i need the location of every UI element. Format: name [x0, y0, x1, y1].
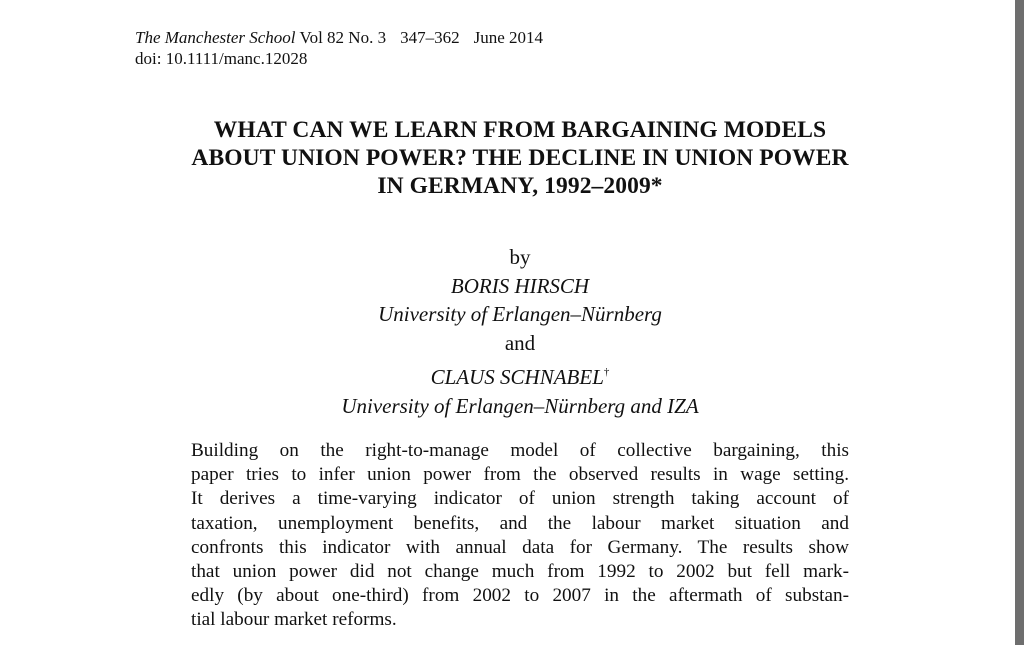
issue-date: June 2014	[473, 28, 543, 47]
author-name: BORIS HIRSCH	[450, 273, 590, 298]
abstract-line: edly (by about one-third) from 2002 to 2007 in the aftermath of substan-	[191, 585, 849, 607]
abstract	[191, 439, 849, 633]
abstract-line: confronts this indicator with annual data for Germany. The results show	[191, 536, 849, 558]
citation-line	[135, 27, 543, 48]
author-name: CLAUS SCHNABEL	[430, 364, 604, 389]
abstract-line: taxation, unemployment benefits, and the labour market situation and	[191, 512, 849, 534]
journal-header	[135, 27, 543, 69]
abstract-line: Building on the right-to-manage model of collective bargaining, this	[191, 440, 849, 461]
author-affiliation: University of Erlangen–Nürnberg and IZA	[341, 393, 699, 418]
abstract-line: tial labour market reforms.	[191, 609, 397, 631]
title-line: WHAT CAN WE LEARN FROM BARGAINING MODELS	[213, 117, 827, 143]
title-line: IN GERMANY, 1992–2009*	[377, 173, 663, 199]
viewer-edge	[1015, 0, 1024, 645]
author-block	[100, 243, 940, 420]
and-word: and	[504, 331, 536, 356]
doi: doi: 10.1111/manc.12028	[135, 49, 308, 68]
page-range: 347–362	[400, 28, 460, 47]
abstract-line: It derives a time-varying indicator of union strength taking account of	[191, 488, 849, 510]
footnote-mark: †	[603, 365, 610, 378]
by-word: by	[509, 245, 531, 269]
title-line: ABOUT UNION POWER? THE DECLINE IN UNION POWER	[191, 145, 849, 171]
volume: Vol 82 No. 3	[299, 28, 387, 47]
abstract-line: paper tries to infer union power from the observed results in wage setting.	[191, 464, 849, 486]
journal-name: The Manchester School	[135, 28, 296, 47]
abstract-line: that union power did not change much from 1992 to 2002 but fell mark-	[191, 561, 849, 583]
author-affiliation: University of Erlangen–Nürnberg	[378, 302, 662, 327]
paper-title	[100, 116, 940, 200]
author-name-line	[100, 358, 940, 392]
